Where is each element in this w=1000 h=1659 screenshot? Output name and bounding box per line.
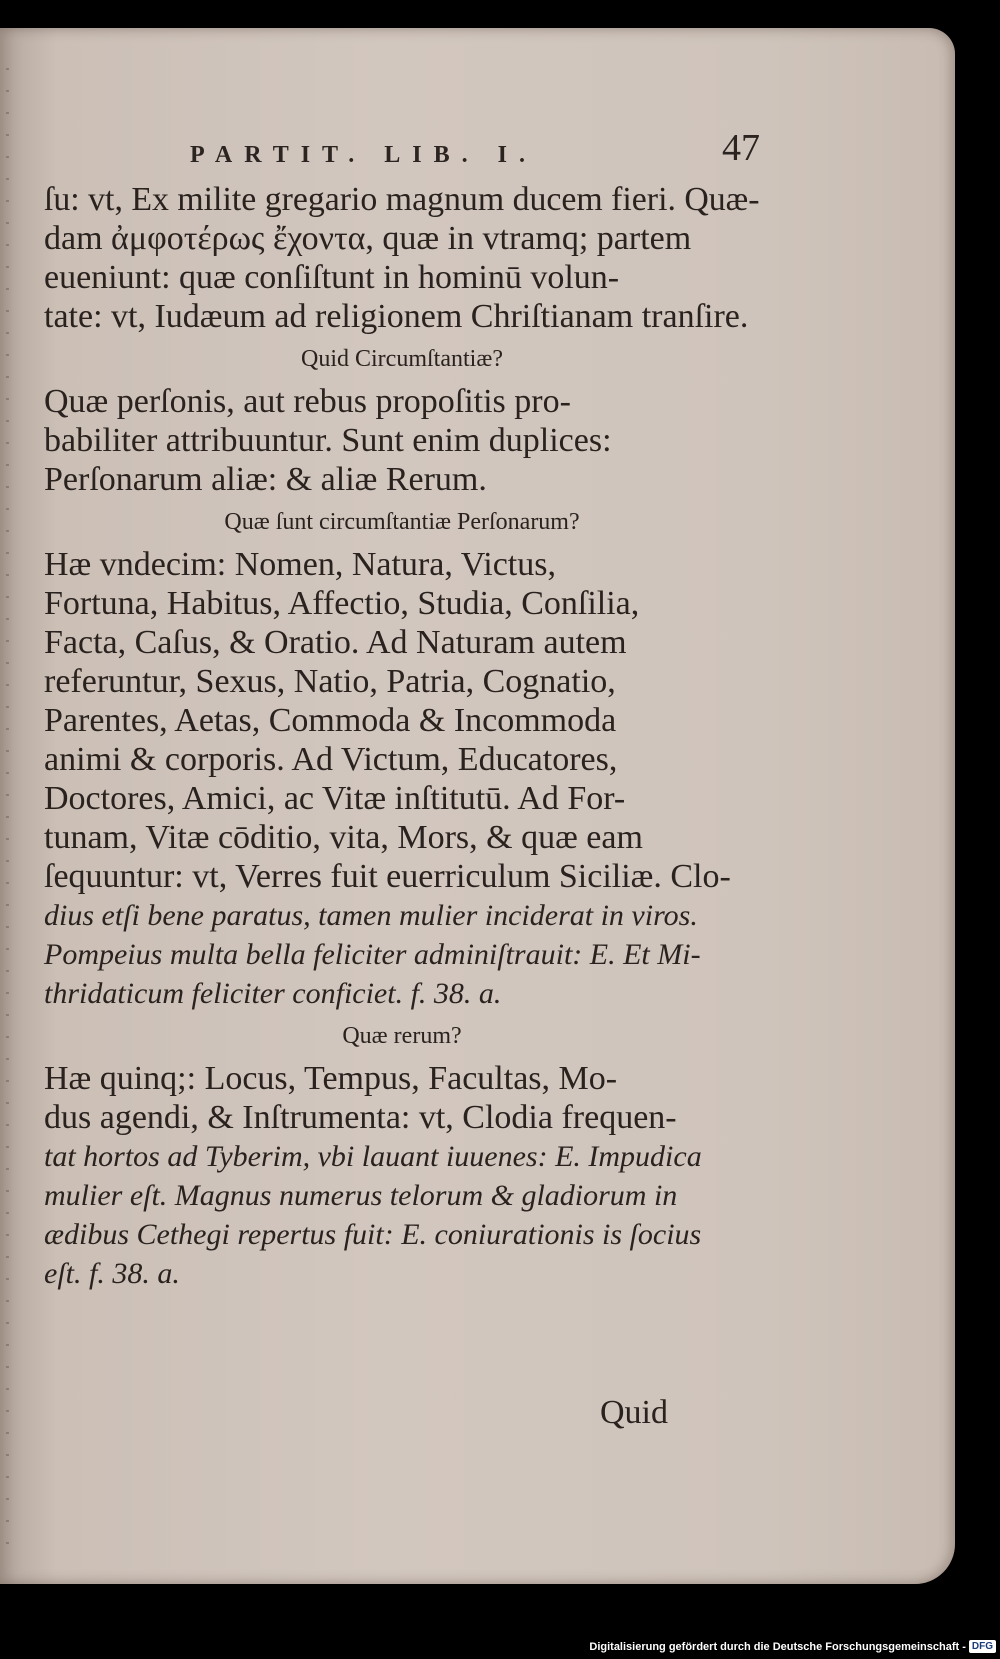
page-header <box>190 126 760 176</box>
running-title: PARTIT. LIB. I. <box>190 142 537 168</box>
section-heading: Quæ ſunt circumſtantiæ Perſonarum? <box>224 509 580 535</box>
text-line: ſu: vt, Ex milite gregario magnum ducem fieri. Quæ- <box>44 181 760 218</box>
dfg-logo: DFG <box>969 1640 996 1653</box>
text-line: Perſonarum aliæ: & aliæ Rerum. <box>44 461 487 498</box>
text-line: animi & corporis. Ad Victum, Educatores, <box>44 741 618 778</box>
credit-text: Digitalisierung gefördert durch die Deutsche Forschungsgemeinschaft - <box>589 1640 966 1653</box>
text-line: ſequuntur: vt, Verres fuit euerriculum Siciliæ. Clo- <box>44 858 731 895</box>
text-line: Hæ vndecim: Nomen, Natura, Victus, <box>44 546 556 583</box>
text-line: Facta, Caſus, & Oratio. Ad Naturam autem <box>44 624 627 661</box>
body-text <box>44 180 760 1293</box>
text-line: Doctores, Amici, ac Vitæ inſtitutū. Ad For- <box>44 780 626 817</box>
section-heading: Quid Circumſtantiæ? <box>301 346 503 372</box>
text-line: dus agendi, & Inſtrumenta: vt, Clodia frequen- <box>44 1099 677 1136</box>
text-line-italic: ædibus Cethegi repertus fuit: E. coniurationis is ſocius <box>44 1218 702 1251</box>
catchword: Quid <box>600 1394 668 1431</box>
book-page <box>0 28 955 1584</box>
text-line: referuntur, Sexus, Natio, Patria, Cognatio, <box>44 663 616 700</box>
page-number: 47 <box>722 127 760 169</box>
text-line-italic: mulier eſt. Magnus numerus telorum & gladiorum in <box>44 1179 678 1212</box>
text-line: tate: vt, Iudæum ad religionem Chriſtianam tranſire. <box>44 298 749 335</box>
text-line: babiliter attribuuntur. Sunt enim duplices: <box>44 422 612 459</box>
text-line-italic: Pompeius multa bella feliciter adminiſtrauit: E. Et Mi- <box>44 938 701 971</box>
text-line: eueniunt: quæ conſiſtunt in hominū volun- <box>44 259 620 296</box>
text-line: Hæ quinq;: Locus, Tempus, Facultas, Mo- <box>44 1060 618 1097</box>
text-line: dam ἀμφοτέρως ἔχοντα, quæ in vtramq; partem <box>44 220 692 257</box>
binding-edge <box>6 68 9 1544</box>
text-line: Quæ perſonis, aut rebus propoſitis pro- <box>44 383 571 420</box>
text-line: Parentes, Aetas, Commoda & Incommoda <box>44 702 617 739</box>
text-line: Fortuna, Habitus, Affectio, Studia, Conſilia, <box>44 585 640 622</box>
digitization-credit <box>589 1640 996 1653</box>
text-line-italic: thridaticum feliciter conficiet. f. 38. a. <box>44 977 502 1010</box>
text-line-italic: tat hortos ad Tyberim, vbi lauant iuuenes: E. Impudica <box>44 1140 702 1173</box>
text-line-italic: eſt. f. 38. a. <box>44 1257 180 1290</box>
section-heading: Quæ rerum? <box>342 1023 462 1049</box>
text-line: tunam, Vitæ cōditio, vita, Mors, & quæ eam <box>44 819 643 856</box>
text-line-italic: dius etſi bene paratus, tamen mulier inciderat in viros. <box>44 899 698 932</box>
